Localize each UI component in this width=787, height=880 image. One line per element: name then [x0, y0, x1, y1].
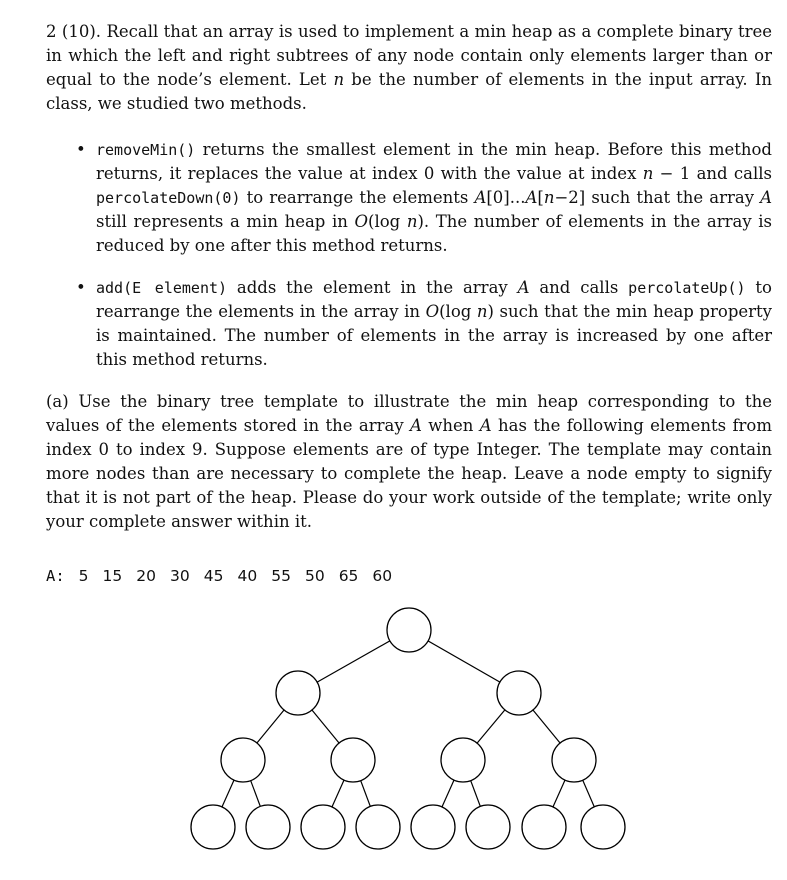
array-value: 30 — [170, 567, 190, 585]
array-label: A: — [46, 567, 65, 585]
problem-intro: 2 (10). Recall that an array is used to implement a min heap as a complete binary tree in which the left and right subtrees of any node contain only elements larger than or equal to the node’s element. Let n be the number of elements in the input array. In class, we studied two methods. — [46, 22, 773, 113]
tree-node-3 — [221, 738, 265, 782]
array-value: 60 — [372, 567, 393, 585]
array-values — [46, 564, 392, 588]
bullet-icon: • — [76, 140, 86, 159]
tree-node-12 — [466, 805, 510, 849]
problem-document — [46, 20, 772, 534]
tree-node-9 — [301, 805, 345, 849]
method-list — [46, 138, 772, 372]
tree-node-0 — [387, 608, 431, 652]
tree-node-2 — [497, 671, 541, 715]
tree-node-1 — [276, 671, 320, 715]
method-name: removeMin() — [96, 141, 196, 159]
tree-node-5 — [441, 738, 485, 782]
part-a-instructions: (a) Use the binary tree template to illustrate the min heap corresponding to the values of the elements stored in the array A when A has the following elements from index 0 to index 9. Suppose elements are of type Integer. The template may contain more nodes than are necessary to complete the heap. Leave a node empty to signify that it is not part of the heap. Please do your work outside of the template; write only your complete answer within it. — [46, 392, 773, 531]
array-value: 55 — [271, 567, 291, 585]
array-value: 40 — [237, 567, 258, 585]
tree-node-8 — [246, 805, 290, 849]
tree-node-10 — [356, 805, 400, 849]
array-value: 65 — [338, 567, 359, 585]
tree-node-11 — [411, 805, 455, 849]
method-remove-min: • removeMin() returns the smallest element in the min heap. Before this method returns, it replaces the value at index 0 with the value at index n − 1 and calls percolateDown(0) to rearrange the elements A[0]...A[n−2] such that the array A still represents a min heap in O(log n). The number of elements in the array is reduced by one after this method returns. — [76, 140, 773, 255]
tree-node-14 — [581, 805, 625, 849]
tree-node-7 — [191, 805, 235, 849]
array-value: 50 — [304, 567, 325, 585]
method-name: add(E element) — [96, 279, 228, 297]
tree-node-4 — [331, 738, 375, 782]
tree-node-6 — [552, 738, 596, 782]
array-value: 15 — [102, 567, 123, 585]
tree-node-13 — [522, 805, 566, 849]
array-value: 45 — [203, 567, 224, 585]
binary-tree-template — [0, 600, 787, 880]
bullet-icon: • — [76, 278, 86, 297]
problem-header: 2 (10). — [46, 22, 102, 41]
array-value: 5 — [78, 567, 89, 585]
method-add: • add(E element) adds the element in the array A and calls percolateUp() to rearrange the elements in the array in O(log n) such that the min heap property is maintained. The number of elements in the array is increased by one after this method returns. — [76, 278, 772, 369]
array-value: 20 — [136, 567, 157, 585]
